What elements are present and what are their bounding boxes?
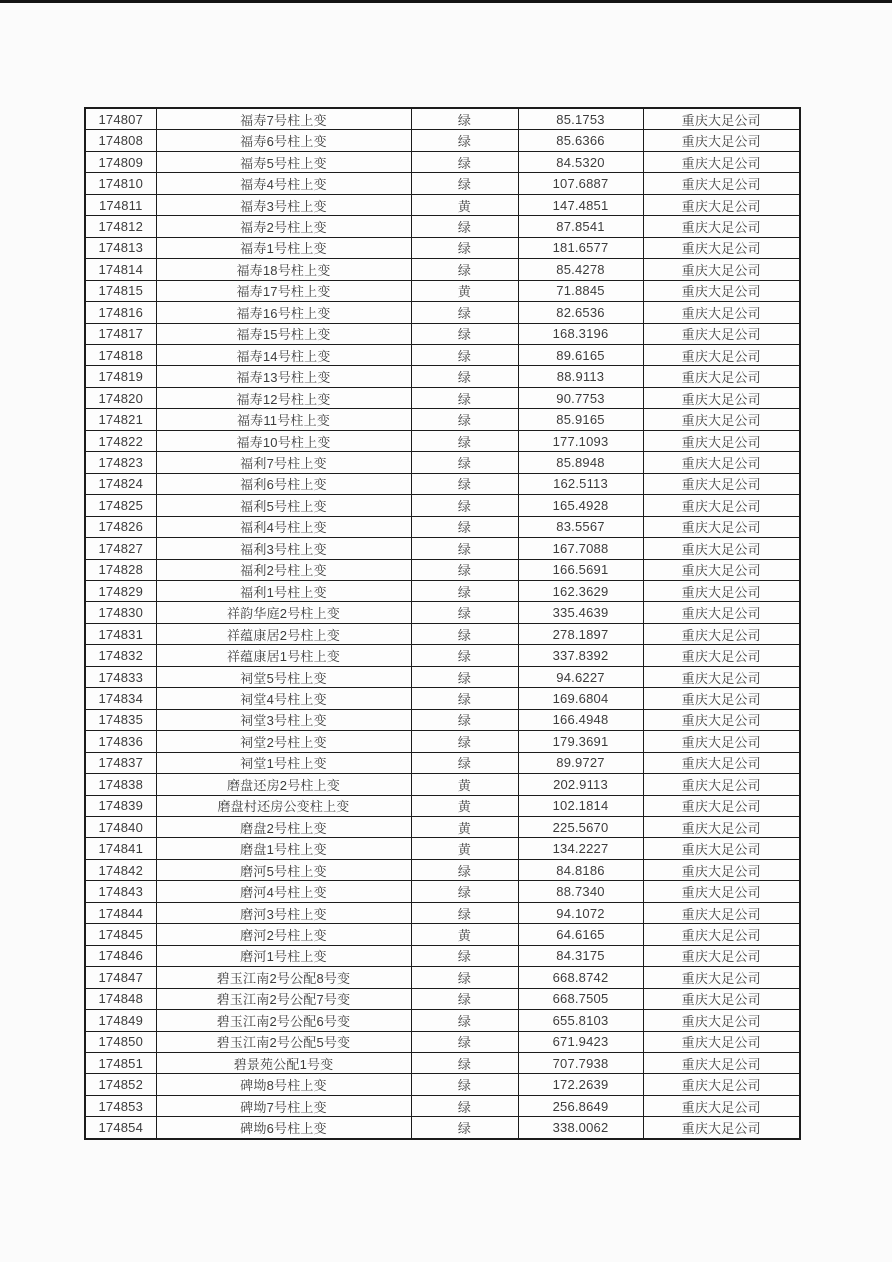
record-id-cell: 174845 [85, 924, 156, 945]
record-company-cell: 重庆大足公司 [643, 774, 800, 795]
record-status-cell: 绿 [411, 323, 518, 344]
record-name-cell: 磨盘2号柱上变 [156, 816, 411, 837]
record-value-cell: 87.8541 [518, 216, 643, 237]
record-status-cell: 绿 [411, 1117, 518, 1139]
record-company-cell: 重庆大足公司 [643, 666, 800, 687]
table-row [85, 602, 800, 623]
record-value-cell: 166.5691 [518, 559, 643, 580]
table-row [85, 816, 800, 837]
record-company-cell: 重庆大足公司 [643, 1095, 800, 1116]
table-row [85, 409, 800, 430]
record-value-cell: 64.6165 [518, 924, 643, 945]
record-status-cell: 绿 [411, 1010, 518, 1031]
record-name-cell: 磨河3号柱上变 [156, 902, 411, 923]
record-company-cell: 重庆大足公司 [643, 581, 800, 602]
record-value-cell: 162.3629 [518, 581, 643, 602]
record-company-cell: 重庆大足公司 [643, 452, 800, 473]
record-id-cell: 174851 [85, 1052, 156, 1073]
record-value-cell: 83.5567 [518, 516, 643, 537]
table-row [85, 194, 800, 215]
record-id-cell: 174834 [85, 688, 156, 709]
record-company-cell: 重庆大足公司 [643, 881, 800, 902]
record-status-cell: 绿 [411, 538, 518, 559]
record-company-cell: 重庆大足公司 [643, 302, 800, 323]
record-company-cell: 重庆大足公司 [643, 559, 800, 580]
record-status-cell: 绿 [411, 902, 518, 923]
record-status-cell: 绿 [411, 387, 518, 408]
record-company-cell: 重庆大足公司 [643, 216, 800, 237]
table-row [85, 581, 800, 602]
record-name-cell: 福寿14号柱上变 [156, 345, 411, 366]
record-name-cell: 碑坳8号柱上变 [156, 1074, 411, 1095]
record-name-cell: 福寿4号柱上变 [156, 173, 411, 194]
record-company-cell: 重庆大足公司 [643, 1010, 800, 1031]
record-status-cell: 绿 [411, 1052, 518, 1073]
record-value-cell: 167.7088 [518, 538, 643, 559]
record-company-cell: 重庆大足公司 [643, 345, 800, 366]
table-row [85, 838, 800, 859]
table-row [85, 495, 800, 516]
record-company-cell: 重庆大足公司 [643, 259, 800, 280]
record-value-cell: 85.4278 [518, 259, 643, 280]
table-row [85, 108, 800, 130]
record-name-cell: 福利1号柱上变 [156, 581, 411, 602]
record-id-cell: 174811 [85, 194, 156, 215]
record-value-cell: 337.8392 [518, 645, 643, 666]
record-company-cell: 重庆大足公司 [643, 709, 800, 730]
table-row [85, 902, 800, 923]
record-name-cell: 碧玉江南2号公配8号变 [156, 967, 411, 988]
record-company-cell: 重庆大足公司 [643, 816, 800, 837]
record-company-cell: 重庆大足公司 [643, 538, 800, 559]
record-value-cell: 177.1093 [518, 430, 643, 451]
record-company-cell: 重庆大足公司 [643, 795, 800, 816]
table-row [85, 752, 800, 773]
record-status-cell: 绿 [411, 430, 518, 451]
record-status-cell: 绿 [411, 688, 518, 709]
record-value-cell: 179.3691 [518, 731, 643, 752]
record-name-cell: 碧玉江南2号公配7号变 [156, 988, 411, 1009]
record-value-cell: 165.4928 [518, 495, 643, 516]
record-value-cell: 85.8948 [518, 452, 643, 473]
record-name-cell: 磨盘村还房公变柱上变 [156, 795, 411, 816]
record-company-cell: 重庆大足公司 [643, 387, 800, 408]
record-status-cell: 绿 [411, 1074, 518, 1095]
record-status-cell: 绿 [411, 709, 518, 730]
record-status-cell: 绿 [411, 108, 518, 130]
record-status-cell: 绿 [411, 988, 518, 1009]
record-value-cell: 168.3196 [518, 323, 643, 344]
record-company-cell: 重庆大足公司 [643, 1074, 800, 1095]
record-id-cell: 174828 [85, 559, 156, 580]
record-name-cell: 福利7号柱上变 [156, 452, 411, 473]
record-id-cell: 174821 [85, 409, 156, 430]
record-value-cell: 655.8103 [518, 1010, 643, 1031]
record-name-cell: 祠堂1号柱上变 [156, 752, 411, 773]
record-company-cell: 重庆大足公司 [643, 280, 800, 301]
page-top-edge-bar [0, 0, 892, 3]
record-id-cell: 174849 [85, 1010, 156, 1031]
record-company-cell: 重庆大足公司 [643, 967, 800, 988]
record-value-cell: 162.5113 [518, 473, 643, 494]
table-row [85, 666, 800, 687]
record-id-cell: 174852 [85, 1074, 156, 1095]
record-id-cell: 174848 [85, 988, 156, 1009]
record-company-cell: 重庆大足公司 [643, 1031, 800, 1052]
table-row [85, 1031, 800, 1052]
record-status-cell: 绿 [411, 473, 518, 494]
table-row [85, 1095, 800, 1116]
record-status-cell: 黄 [411, 280, 518, 301]
record-name-cell: 福寿6号柱上变 [156, 130, 411, 151]
table-row [85, 280, 800, 301]
record-name-cell: 福利3号柱上变 [156, 538, 411, 559]
table-row [85, 345, 800, 366]
record-company-cell: 重庆大足公司 [643, 859, 800, 880]
record-status-cell: 绿 [411, 1095, 518, 1116]
record-value-cell: 169.6804 [518, 688, 643, 709]
record-value-cell: 166.4948 [518, 709, 643, 730]
table-row [85, 1052, 800, 1073]
record-id-cell: 174814 [85, 259, 156, 280]
record-value-cell: 256.8649 [518, 1095, 643, 1116]
record-id-cell: 174843 [85, 881, 156, 902]
record-company-cell: 重庆大足公司 [643, 945, 800, 966]
record-value-cell: 335.4639 [518, 602, 643, 623]
table-row [85, 967, 800, 988]
record-id-cell: 174850 [85, 1031, 156, 1052]
record-value-cell: 668.7505 [518, 988, 643, 1009]
record-company-cell: 重庆大足公司 [643, 602, 800, 623]
record-name-cell: 福寿12号柱上变 [156, 387, 411, 408]
record-value-cell: 90.7753 [518, 387, 643, 408]
record-status-cell: 绿 [411, 237, 518, 258]
record-status-cell: 绿 [411, 666, 518, 687]
record-status-cell: 绿 [411, 945, 518, 966]
record-name-cell: 福寿11号柱上变 [156, 409, 411, 430]
record-status-cell: 绿 [411, 216, 518, 237]
record-value-cell: 338.0062 [518, 1117, 643, 1139]
record-name-cell: 磨河4号柱上变 [156, 881, 411, 902]
record-id-cell: 174824 [85, 473, 156, 494]
record-status-cell: 黄 [411, 838, 518, 859]
record-value-cell: 172.2639 [518, 1074, 643, 1095]
record-id-cell: 174830 [85, 602, 156, 623]
record-value-cell: 107.6887 [518, 173, 643, 194]
record-status-cell: 绿 [411, 173, 518, 194]
record-id-cell: 174829 [85, 581, 156, 602]
record-id-cell: 174810 [85, 173, 156, 194]
record-company-cell: 重庆大足公司 [643, 924, 800, 945]
record-name-cell: 福寿17号柱上变 [156, 280, 411, 301]
record-status-cell: 绿 [411, 452, 518, 473]
table-row [85, 774, 800, 795]
record-value-cell: 85.9165 [518, 409, 643, 430]
record-name-cell: 福寿10号柱上变 [156, 430, 411, 451]
record-status-cell: 黄 [411, 774, 518, 795]
record-id-cell: 174815 [85, 280, 156, 301]
record-id-cell: 174808 [85, 130, 156, 151]
record-id-cell: 174833 [85, 666, 156, 687]
record-id-cell: 174837 [85, 752, 156, 773]
record-company-cell: 重庆大足公司 [643, 130, 800, 151]
record-id-cell: 174816 [85, 302, 156, 323]
table-row [85, 302, 800, 323]
table-row [85, 731, 800, 752]
record-value-cell: 134.2227 [518, 838, 643, 859]
record-company-cell: 重庆大足公司 [643, 1052, 800, 1073]
table-row [85, 173, 800, 194]
record-name-cell: 福寿1号柱上变 [156, 237, 411, 258]
record-name-cell: 福利6号柱上变 [156, 473, 411, 494]
record-company-cell: 重庆大足公司 [643, 838, 800, 859]
record-name-cell: 磨河5号柱上变 [156, 859, 411, 880]
table-row [85, 323, 800, 344]
record-value-cell: 89.6165 [518, 345, 643, 366]
record-value-cell: 85.1753 [518, 108, 643, 130]
record-id-cell: 174826 [85, 516, 156, 537]
record-name-cell: 磨盘1号柱上变 [156, 838, 411, 859]
table-row [85, 795, 800, 816]
record-value-cell: 85.6366 [518, 130, 643, 151]
record-name-cell: 碧玉江南2号公配5号变 [156, 1031, 411, 1052]
record-status-cell: 绿 [411, 409, 518, 430]
table-row [85, 1117, 800, 1139]
record-name-cell: 福寿16号柱上变 [156, 302, 411, 323]
record-name-cell: 福利4号柱上变 [156, 516, 411, 537]
record-id-cell: 174812 [85, 216, 156, 237]
record-status-cell: 黄 [411, 816, 518, 837]
record-id-cell: 174820 [85, 387, 156, 408]
record-id-cell: 174807 [85, 108, 156, 130]
table-row [85, 1074, 800, 1095]
table-row [85, 538, 800, 559]
record-company-cell: 重庆大足公司 [643, 688, 800, 709]
record-name-cell: 碧玉江南2号公配6号变 [156, 1010, 411, 1031]
record-company-cell: 重庆大足公司 [643, 430, 800, 451]
record-status-cell: 绿 [411, 645, 518, 666]
record-status-cell: 绿 [411, 366, 518, 387]
record-company-cell: 重庆大足公司 [643, 237, 800, 258]
table-row [85, 645, 800, 666]
record-name-cell: 祠堂4号柱上变 [156, 688, 411, 709]
record-company-cell: 重庆大足公司 [643, 194, 800, 215]
record-company-cell: 重庆大足公司 [643, 752, 800, 773]
record-value-cell: 102.1814 [518, 795, 643, 816]
record-id-cell: 174835 [85, 709, 156, 730]
record-status-cell: 绿 [411, 967, 518, 988]
table-row [85, 881, 800, 902]
record-company-cell: 重庆大足公司 [643, 902, 800, 923]
record-name-cell: 祠堂5号柱上变 [156, 666, 411, 687]
record-name-cell: 福寿5号柱上变 [156, 151, 411, 172]
record-name-cell: 磨盘还房2号柱上变 [156, 774, 411, 795]
record-id-cell: 174822 [85, 430, 156, 451]
record-id-cell: 174853 [85, 1095, 156, 1116]
record-name-cell: 福利5号柱上变 [156, 495, 411, 516]
table-row [85, 988, 800, 1009]
record-id-cell: 174825 [85, 495, 156, 516]
record-status-cell: 绿 [411, 345, 518, 366]
record-company-cell: 重庆大足公司 [643, 323, 800, 344]
record-value-cell: 84.3175 [518, 945, 643, 966]
record-status-cell: 绿 [411, 859, 518, 880]
record-status-cell: 绿 [411, 623, 518, 644]
record-value-cell: 84.8186 [518, 859, 643, 880]
record-name-cell: 福寿18号柱上变 [156, 259, 411, 280]
table-row [85, 559, 800, 580]
record-name-cell: 祥蕴康居2号柱上变 [156, 623, 411, 644]
record-value-cell: 89.9727 [518, 752, 643, 773]
table-row [85, 516, 800, 537]
record-name-cell: 祠堂2号柱上变 [156, 731, 411, 752]
record-id-cell: 174823 [85, 452, 156, 473]
record-name-cell: 福寿13号柱上变 [156, 366, 411, 387]
record-value-cell: 88.7340 [518, 881, 643, 902]
table-row [85, 859, 800, 880]
record-status-cell: 绿 [411, 731, 518, 752]
record-value-cell: 707.7938 [518, 1052, 643, 1073]
record-status-cell: 绿 [411, 130, 518, 151]
record-status-cell: 绿 [411, 559, 518, 580]
record-name-cell: 祠堂3号柱上变 [156, 709, 411, 730]
table-row [85, 945, 800, 966]
record-name-cell: 磨河2号柱上变 [156, 924, 411, 945]
record-value-cell: 668.8742 [518, 967, 643, 988]
table-body [85, 108, 800, 1139]
table-row [85, 452, 800, 473]
record-id-cell: 174809 [85, 151, 156, 172]
record-status-cell: 黄 [411, 795, 518, 816]
table-row [85, 473, 800, 494]
record-status-cell: 绿 [411, 881, 518, 902]
record-status-cell: 绿 [411, 151, 518, 172]
record-id-cell: 174836 [85, 731, 156, 752]
record-status-cell: 绿 [411, 752, 518, 773]
record-id-cell: 174847 [85, 967, 156, 988]
record-company-cell: 重庆大足公司 [643, 1117, 800, 1139]
record-value-cell: 225.5670 [518, 816, 643, 837]
table-row [85, 387, 800, 408]
record-status-cell: 黄 [411, 194, 518, 215]
record-company-cell: 重庆大足公司 [643, 473, 800, 494]
record-value-cell: 181.6577 [518, 237, 643, 258]
record-value-cell: 147.4851 [518, 194, 643, 215]
record-company-cell: 重庆大足公司 [643, 516, 800, 537]
record-id-cell: 174838 [85, 774, 156, 795]
record-name-cell: 碧景苑公配1号变 [156, 1052, 411, 1073]
record-value-cell: 278.1897 [518, 623, 643, 644]
record-company-cell: 重庆大足公司 [643, 645, 800, 666]
record-name-cell: 碑坳6号柱上变 [156, 1117, 411, 1139]
record-value-cell: 82.6536 [518, 302, 643, 323]
record-name-cell: 祥蕴康居1号柱上变 [156, 645, 411, 666]
record-company-cell: 重庆大足公司 [643, 731, 800, 752]
record-status-cell: 绿 [411, 259, 518, 280]
record-company-cell: 重庆大足公司 [643, 495, 800, 516]
record-status-cell: 绿 [411, 495, 518, 516]
record-id-cell: 174819 [85, 366, 156, 387]
record-value-cell: 94.1072 [518, 902, 643, 923]
table-row [85, 688, 800, 709]
record-company-cell: 重庆大足公司 [643, 409, 800, 430]
record-id-cell: 174817 [85, 323, 156, 344]
record-id-cell: 174840 [85, 816, 156, 837]
record-company-cell: 重庆大足公司 [643, 173, 800, 194]
table-row [85, 1010, 800, 1031]
table-row [85, 259, 800, 280]
record-name-cell: 磨河1号柱上变 [156, 945, 411, 966]
record-id-cell: 174831 [85, 623, 156, 644]
table-row [85, 924, 800, 945]
record-name-cell: 福寿15号柱上变 [156, 323, 411, 344]
record-id-cell: 174813 [85, 237, 156, 258]
table-row [85, 366, 800, 387]
record-id-cell: 174832 [85, 645, 156, 666]
record-value-cell: 202.9113 [518, 774, 643, 795]
table-row [85, 623, 800, 644]
record-id-cell: 174839 [85, 795, 156, 816]
table-row [85, 216, 800, 237]
record-company-cell: 重庆大足公司 [643, 988, 800, 1009]
record-name-cell: 碑坳7号柱上变 [156, 1095, 411, 1116]
transformer-record-table [84, 107, 801, 1140]
record-status-cell: 黄 [411, 924, 518, 945]
table-row [85, 237, 800, 258]
record-status-cell: 绿 [411, 302, 518, 323]
table-row [85, 709, 800, 730]
record-id-cell: 174844 [85, 902, 156, 923]
record-name-cell: 福寿3号柱上变 [156, 194, 411, 215]
record-id-cell: 174841 [85, 838, 156, 859]
record-company-cell: 重庆大足公司 [643, 366, 800, 387]
record-company-cell: 重庆大足公司 [643, 151, 800, 172]
record-value-cell: 88.9113 [518, 366, 643, 387]
record-status-cell: 绿 [411, 602, 518, 623]
record-value-cell: 84.5320 [518, 151, 643, 172]
record-name-cell: 福寿7号柱上变 [156, 108, 411, 130]
record-value-cell: 671.9423 [518, 1031, 643, 1052]
table-row [85, 130, 800, 151]
record-id-cell: 174827 [85, 538, 156, 559]
record-name-cell: 福利2号柱上变 [156, 559, 411, 580]
record-id-cell: 174818 [85, 345, 156, 366]
record-status-cell: 绿 [411, 516, 518, 537]
record-name-cell: 祥韵华庭2号柱上变 [156, 602, 411, 623]
table-row [85, 151, 800, 172]
record-id-cell: 174846 [85, 945, 156, 966]
record-name-cell: 福寿2号柱上变 [156, 216, 411, 237]
record-company-cell: 重庆大足公司 [643, 623, 800, 644]
record-value-cell: 94.6227 [518, 666, 643, 687]
record-value-cell: 71.8845 [518, 280, 643, 301]
record-id-cell: 174842 [85, 859, 156, 880]
record-company-cell: 重庆大足公司 [643, 108, 800, 130]
record-status-cell: 绿 [411, 581, 518, 602]
record-id-cell: 174854 [85, 1117, 156, 1139]
table-row [85, 430, 800, 451]
record-status-cell: 绿 [411, 1031, 518, 1052]
